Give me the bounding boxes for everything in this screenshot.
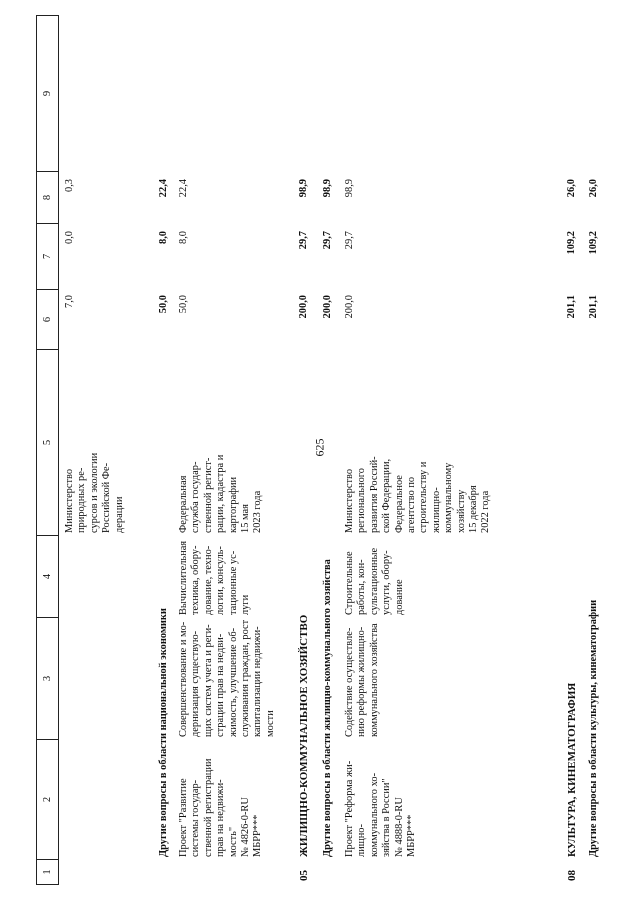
budget-table xyxy=(36,15,626,885)
s0-col7: 0,0 xyxy=(64,231,75,244)
s3-sub-total-col8: 26,0 xyxy=(588,179,599,198)
s3-sub-total-col7: 109,2 xyxy=(588,231,599,255)
s2-title: ЖИЛИЩНО-КОММУНАЛЬНОЕ ХОЗЯЙСТВО xyxy=(298,614,310,857)
page-number: 625 xyxy=(312,438,327,457)
s2-subtitle: Другие вопросы в области жилищно-коммунального хозяйства xyxy=(322,559,333,857)
s2-sub-total-col6: 200,0 xyxy=(322,295,333,319)
s2-project-name: Проект "Реформа жи- лищно- коммунального хо- зяйства в России" № 4888-0-RU МБРР*** xyxy=(344,760,418,857)
header-bottom-rule xyxy=(58,15,59,885)
s3-subtitle: Другие вопросы в области культуры, кинематографии xyxy=(588,599,599,857)
s2-project-executor: Министерство регионального развития Россий- ской Федерации, Федеральное агентство по строительству и жилищно- коммунальному хозяйству 15 декабря 2022 года xyxy=(344,456,492,533)
col-header-8: 8 xyxy=(36,171,58,223)
col-header-9: 9 xyxy=(36,15,58,171)
col-header-5: 5 xyxy=(36,349,58,535)
s1-total-col6: 50,0 xyxy=(158,295,169,314)
s1-subtitle: Другие вопросы в области национальной экономики xyxy=(158,608,169,857)
s1-row-col8: 22,4 xyxy=(178,179,189,198)
s2-total-col8: 98,9 xyxy=(298,179,309,198)
s0-col6: 7,0 xyxy=(64,295,75,308)
col-header-4: 4 xyxy=(36,535,58,617)
col-header-2: 2 xyxy=(36,739,58,859)
s3-total-col8: 26,0 xyxy=(566,179,577,198)
s1-project-purpose: Совершенствование и мо- дернизация существую- щих систем учета и реги- страции прав на недви- жимость, улучшение об- служивания граждан, рост капитализации недвижи- мости xyxy=(178,619,276,737)
s2-row-col6: 200,0 xyxy=(344,295,355,319)
s2-project-purpose: Содействие осуществле- нию реформы жилищно- коммунального хозяйства xyxy=(344,623,380,737)
s3-title: КУЛЬТУРА, КИНЕМАТОГРАФИЯ xyxy=(566,682,578,857)
s1-project-goods: Вычислительная техника, обору- дование, техно- логии, консуль- тационные ус- луги xyxy=(178,540,252,615)
s1-row-col7: 8,0 xyxy=(178,231,189,244)
s1-project-executor: Федеральная служба государ- ственной регист- рации, кадастра и картографии 15 мая 2023 года xyxy=(178,454,264,533)
s2-row-col8: 98,9 xyxy=(344,179,355,198)
s3-code: 08 xyxy=(566,870,578,881)
s3-total-col7: 109,2 xyxy=(566,231,577,255)
s2-sub-total-col7: 29,7 xyxy=(322,231,333,250)
s0-executor: Министерство природных ре- сурсов и экологии Российской Фе- дерации xyxy=(64,452,125,533)
col-header-1: 1 xyxy=(36,859,58,885)
s1-total-col8: 22,4 xyxy=(158,179,169,198)
s0-col8: 0,3 xyxy=(64,179,75,192)
s1-project-name: Проект "Развитие системы государ- ственной регистрации прав на недвижи- мость" № 4826-0-RU МБРР*** xyxy=(178,758,264,857)
s3-total-col6: 201,1 xyxy=(566,295,577,319)
s2-code: 05 xyxy=(298,870,310,881)
s1-total-col7: 8,0 xyxy=(158,231,169,244)
s2-total-col7: 29,7 xyxy=(298,231,309,250)
col-header-6: 6 xyxy=(36,289,58,349)
s3-sub-total-col6: 201,1 xyxy=(588,295,599,319)
s2-project-goods: Строительные работы, кон- сультационные услуги, обору- дование xyxy=(344,547,405,615)
s2-row-col7: 29,7 xyxy=(344,231,355,250)
col-header-3: 3 xyxy=(36,617,58,739)
s1-row-col6: 50,0 xyxy=(178,295,189,314)
header-top-rule xyxy=(36,15,37,885)
s2-sub-total-col8: 98,9 xyxy=(322,179,333,198)
col-header-7: 7 xyxy=(36,223,58,289)
s2-total-col6: 200,0 xyxy=(298,295,309,319)
